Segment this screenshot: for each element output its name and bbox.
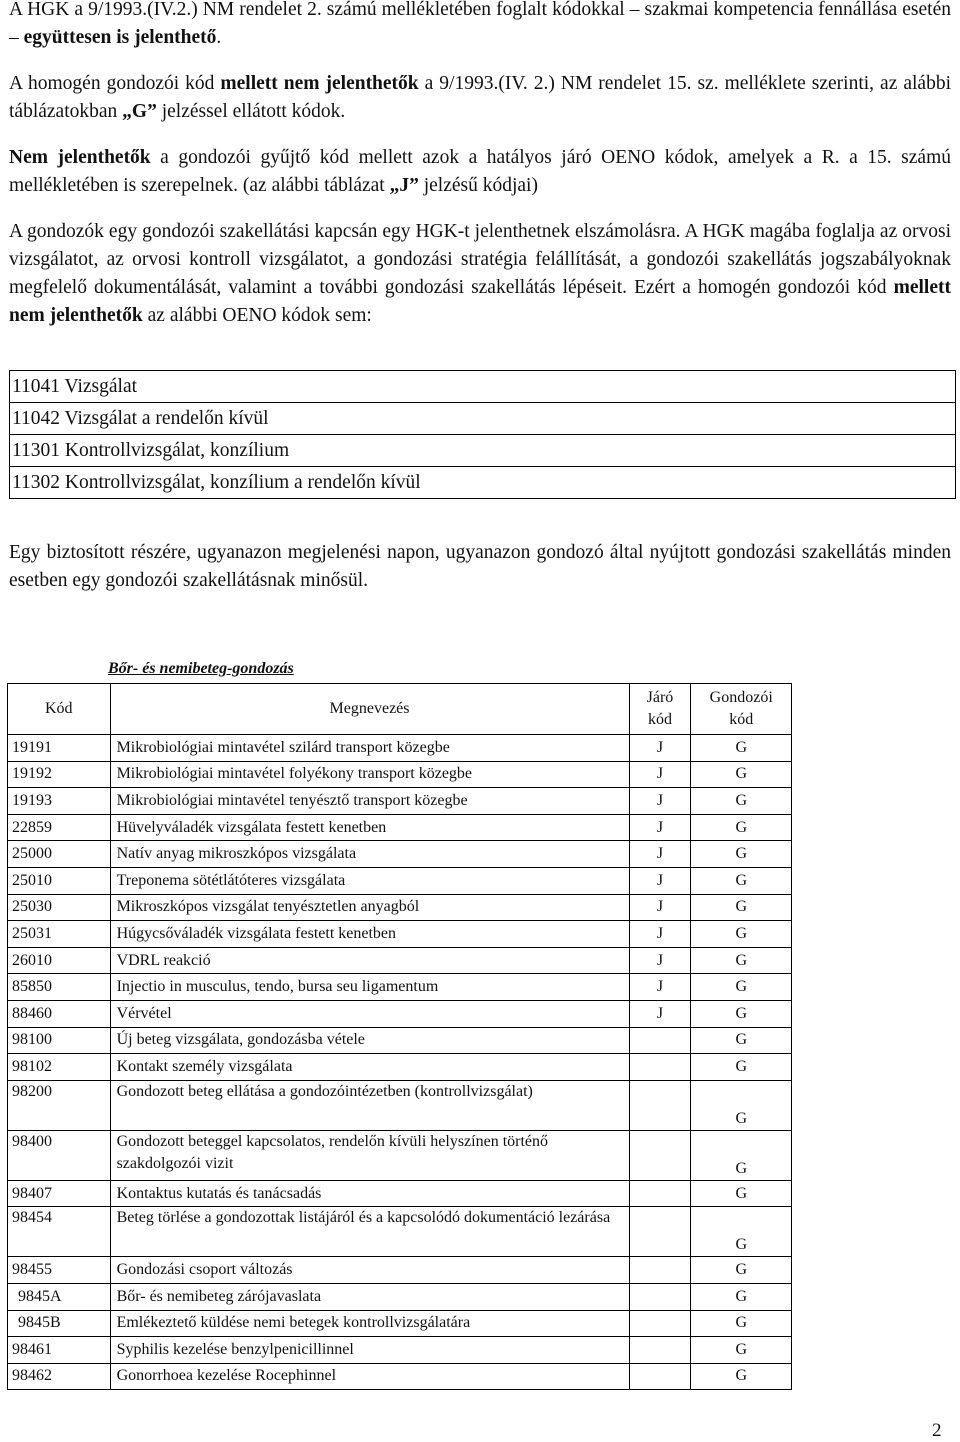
row-jaro: J: [629, 814, 691, 841]
table-row: [8, 1207, 792, 1257]
p3-emphasis: Nem jelenthetők: [9, 147, 151, 168]
row-name: Mikroszkópos vizsgálat tenyésztetlen anyagból: [110, 894, 629, 921]
row-name: Kontaktus kutatás és tanácsadás: [110, 1180, 629, 1207]
excluded-code-item: 11301 Kontrollvizsgálat, konzílium: [10, 435, 955, 467]
row-gond: G: [691, 947, 792, 974]
table-row: [8, 1130, 792, 1180]
row-code: 19193: [8, 788, 111, 815]
row-code: 25031: [8, 921, 111, 948]
row-gond: G: [691, 894, 792, 921]
row-code: 98461: [8, 1337, 111, 1364]
paragraph-single-care-rule: Egy biztosított részére, ugyanazon megjelenési napon, ugyanazon gondozó által nyújtott gondozási szakellátás minden esetben egy gondozói szakellátásnak minősül.: [9, 542, 951, 591]
row-name: Gondozott beteg ellátása a gondozóintézetben (kontrollvizsgálat): [110, 1080, 629, 1130]
row-jaro: J: [629, 788, 691, 815]
row-name: Kontakt személy vizsgálata: [110, 1054, 629, 1081]
row-gond: G: [691, 1080, 792, 1130]
header-jaro-line1: Járó: [646, 689, 674, 706]
excluded-codes-box: [9, 370, 956, 499]
row-jaro: [629, 1054, 691, 1081]
row-gond: G: [691, 1257, 792, 1284]
table-row: [8, 735, 792, 762]
p3-text-b: a gondozói gyűjtő kód mellett azok a hatályos járó OENO kódok, amelyek a R. a 15. számú mellékletében is szerepelnek. (az alábbi táblázat: [9, 147, 951, 196]
row-name: Injectio in musculus, tendo, bursa seu ligamentum: [110, 974, 629, 1001]
row-jaro: J: [629, 867, 691, 894]
paragraph-hgk-scope: [9, 218, 951, 330]
row-jaro: [629, 1337, 691, 1364]
p4-emphasis: mellett nem jelenthetők: [9, 277, 951, 326]
row-code: 25000: [8, 841, 111, 868]
row-jaro: [629, 1130, 691, 1180]
table-row: [8, 841, 792, 868]
row-name: VDRL reakció: [110, 947, 629, 974]
row-name: Új beteg vizsgálata, gondozásba vétele: [110, 1027, 629, 1054]
page-number: 2: [932, 1420, 942, 1441]
header-code: Kód: [8, 684, 111, 735]
row-gond: G: [691, 974, 792, 1001]
excluded-code-item: 11041 Vizsgálat: [10, 371, 955, 403]
row-code: 85850: [8, 974, 111, 1001]
table-header-row: [8, 684, 792, 735]
row-jaro: J: [629, 894, 691, 921]
row-jaro: [629, 1080, 691, 1130]
row-gond: G: [691, 1310, 792, 1337]
row-jaro: J: [629, 974, 691, 1001]
row-name: Syphilis kezelése benzylpenicillinnel: [110, 1337, 629, 1364]
row-name: Natív anyag mikroszkópos vizsgálata: [110, 841, 629, 868]
excluded-code-item: 11302 Kontrollvizsgálat, konzílium a rendelőn kívül: [12, 472, 421, 493]
table-row: [8, 894, 792, 921]
table-row: [8, 1257, 792, 1284]
row-gond: G: [691, 1337, 792, 1364]
header-gond-line2: kód: [729, 711, 754, 728]
row-jaro: [629, 1257, 691, 1284]
p2-text-c: a 9/1993.(IV. 2.) NM rendelet 15. sz. melléklete szerinti, az alábbi táblázatokban: [9, 73, 951, 122]
row-gond: G: [691, 1000, 792, 1027]
table-row: [8, 1027, 792, 1054]
row-name: Húgycsőváladék vizsgálata festett kenetben: [110, 921, 629, 948]
table-row: [8, 814, 792, 841]
row-name: Bőr- és nemibeteg zárójavaslata: [110, 1283, 629, 1310]
row-code: 19191: [8, 735, 111, 762]
p2-g-marker: „G”: [122, 101, 157, 122]
table-row: [8, 947, 792, 974]
row-code: 98454: [8, 1207, 111, 1257]
row-gond: G: [691, 867, 792, 894]
header-name: Megnevezés: [110, 684, 629, 735]
row-name: Gonorrhoea kezelése Rocephinnel: [110, 1363, 629, 1390]
table-row: [8, 1310, 792, 1337]
row-name: Beteg törlése a gondozottak listájáról és a kapcsolódó dokumentáció lezárása: [110, 1207, 629, 1257]
p3-j-marker: „J”: [389, 175, 419, 196]
row-name: Vérvétel: [110, 1000, 629, 1027]
row-jaro: [629, 1363, 691, 1390]
header-jaro-line2: kód: [647, 711, 672, 728]
table-row: [8, 1363, 792, 1390]
paragraph-combined-reporting: [9, 0, 951, 52]
table-row: [8, 788, 792, 815]
table-row: [8, 867, 792, 894]
p3-text-d: jelzésű kódjai): [418, 175, 538, 196]
row-code: 25010: [8, 867, 111, 894]
row-name: Mikrobiológiai mintavétel szilárd transport közegbe: [110, 735, 629, 762]
table-row: [8, 1337, 792, 1364]
row-jaro: J: [629, 1000, 691, 1027]
paragraph-not-reportable-j: [9, 144, 951, 200]
table-row: [8, 1180, 792, 1207]
row-name: Gondozott beteggel kapcsolatos, rendelőn kívüli helyszínen történő szakdolgozói vizit: [110, 1130, 629, 1180]
row-code: 19192: [8, 761, 111, 788]
row-code: 98462: [8, 1363, 111, 1390]
row-name: Gondozási csoport változás: [110, 1257, 629, 1284]
row-gond: G: [691, 814, 792, 841]
row-jaro: J: [629, 841, 691, 868]
row-code: 98407: [8, 1180, 111, 1207]
table-row: [8, 1054, 792, 1081]
row-name: Mikrobiológiai mintavétel folyékony transport közegbe: [110, 761, 629, 788]
p1-emphasis: együttesen is jelenthető: [23, 27, 217, 48]
row-name: Treponema sötétlátóteres vizsgálata: [110, 867, 629, 894]
row-jaro: J: [629, 761, 691, 788]
excluded-code-item: 11042 Vizsgálat a rendelőn kívül: [10, 403, 955, 435]
row-jaro: [629, 1207, 691, 1257]
p1-text-a: A HGK a 9/1993.(IV.2.) NM rendelet 2. számú mellékletében foglalt kódokkal – szakmai kompetencia fennállása esetén –: [9, 0, 951, 48]
row-gond: G: [691, 921, 792, 948]
row-gond: G: [691, 1363, 792, 1390]
row-jaro: J: [629, 947, 691, 974]
paragraph-not-reportable-g: [9, 70, 951, 126]
row-name: Emlékeztető küldése nemi betegek kontrollvizsgálatára: [110, 1310, 629, 1337]
table-caption: Bőr- és nemibeteg-gondozás: [108, 660, 294, 677]
table-row: [8, 1080, 792, 1130]
table-row: [8, 921, 792, 948]
header-gond-line1: Gondozói: [709, 689, 773, 706]
row-jaro: [629, 1310, 691, 1337]
row-gond: G: [691, 841, 792, 868]
row-gond: G: [691, 788, 792, 815]
table-row: [8, 974, 792, 1001]
row-code: 98200: [8, 1080, 111, 1130]
row-jaro: [629, 1283, 691, 1310]
row-code: 25030: [8, 894, 111, 921]
table-row: [8, 1283, 792, 1310]
row-name: Hüvelyváladék vizsgálata festett kenetben: [110, 814, 629, 841]
row-code: 98400: [8, 1130, 111, 1180]
row-code: 98102: [8, 1054, 111, 1081]
row-jaro: J: [629, 735, 691, 762]
row-code: 88460: [8, 1000, 111, 1027]
p2-text-e: jelzéssel ellátott kódok.: [156, 101, 346, 122]
row-code: 9845A: [8, 1283, 111, 1310]
p1-text-c: .: [216, 27, 222, 48]
row-name: Mikrobiológiai mintavétel tenyésztő transport közegbe: [110, 788, 629, 815]
table-row: [8, 761, 792, 788]
row-code: 22859: [8, 814, 111, 841]
p4-text-a: A gondozók egy gondozói szakellátási kapcsán egy HGK-t jelenthetnek elszámolásra. A HGK magába foglalja az orvosi vizsgálatot, az orvosi kontroll vizsgálatot, a gondozási stratégia felállítását, a gondozói szakellátás jogszabályoknak megfelelő dokumentálását, valamint a további gondozási szakellátás lépéseit. Ezért a homogén gondozói kód: [9, 221, 951, 298]
row-jaro: J: [629, 921, 691, 948]
p4-text-c: az alábbi OENO kódok sem:: [142, 305, 372, 326]
p2-emphasis: mellett nem jelenthetők: [220, 73, 419, 94]
row-gond: G: [691, 1207, 792, 1257]
row-jaro: [629, 1027, 691, 1054]
row-code: 26010: [8, 947, 111, 974]
row-code: 9845B: [8, 1310, 111, 1337]
row-jaro: [629, 1180, 691, 1207]
row-gond: G: [691, 1054, 792, 1081]
header-jaro: [629, 684, 691, 735]
table-row: [8, 1000, 792, 1027]
header-gondozoi: [691, 684, 792, 735]
row-gond: G: [691, 735, 792, 762]
row-gond: G: [691, 1180, 792, 1207]
row-code: 98100: [8, 1027, 111, 1054]
p2-text-a: A homogén gondozói kód: [9, 73, 221, 94]
row-gond: G: [691, 1283, 792, 1310]
row-gond: G: [691, 1130, 792, 1180]
row-gond: G: [691, 761, 792, 788]
document-page: [9, 0, 951, 595]
codes-table: [7, 683, 792, 1390]
row-gond: G: [691, 1027, 792, 1054]
row-code: 98455: [8, 1257, 111, 1284]
